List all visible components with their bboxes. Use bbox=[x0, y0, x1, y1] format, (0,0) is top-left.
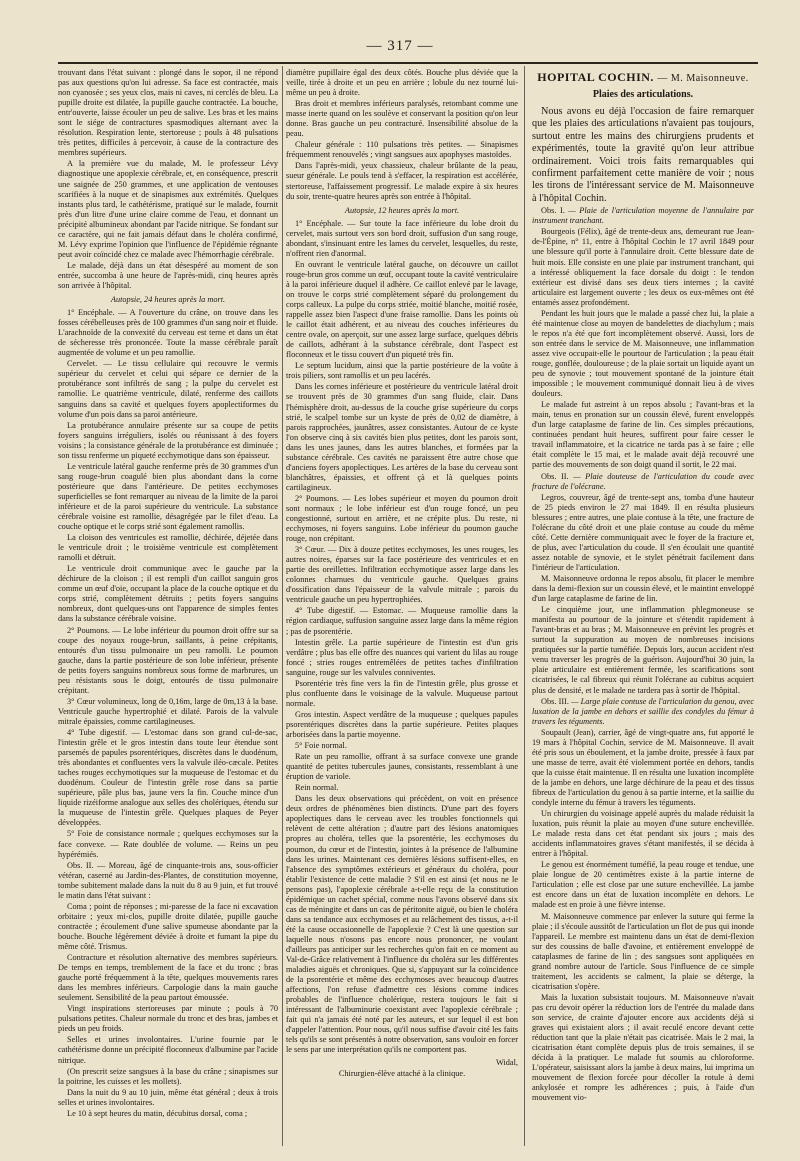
observation-title: — Plaie douteuse de l'articulation du coude avec fracture de l'olécrane. bbox=[532, 471, 754, 491]
paragraph: trouvant dans l'état suivant : plongé dans le sopor, il ne répond pas aux questions qu'on lui adresse. Sa face est contractée, mais non cyanosée ; ses yeux clos, mais ni caves, ni cerclés de bleu. La pupille droite est dilatée, la pupille gauche contractée. La bouche, entr'ouverte, laisse écouler un peu de salive. Les bras et les mains sont le siége de contractures spasmodiques alternant avec la résolution. Respiration lente, stertoreuse ; pouls à 48 pulsations très petites, difficiles à percevoir, à cause de la contracture des membres supérieurs. bbox=[58, 68, 278, 158]
paragraph: Le cinquième jour, une inflammation phlegmoneuse se manifesta au pourtour de la jointure et s'étendit rapidement à l'avant-bras et au bras ; M. Maisonneuve en prévint les progrès et surtout la suppuration au moyen de nombreuses incisions pratiquées sur la partie tuméfiée. Depuis lors, aucun accident n'est venu traverser les progrès de la guérison. Aujourd'hui 30 juin, la plaie articulaire est entièrement fermée, les scarifications sont cicatrisées, le cal fibreux qui réunit l'olécrane au cubitus acquiert plus de densité, et le malade ne tardera pas à sortir de l'hôpital. bbox=[532, 605, 754, 695]
paragraph: Dans les cornes inférieure et postérieure du ventricule latéral droit se trouvent près de 30 grammes d'un sang fluide, clair. Dans l'hémisphère droit, au-dessus de la couche grise supérieure du corps strié, le scalpel tombe sur un kyste de près de 0,02 de diamètre, à parois rapprochées, jaunâtres, assez consistantes. Autour de ce kyste l'on observe cinq à six cavités bien plus petites, dont les parois sont, dans les unes jaunes, dans les autres blanches, et formées par la substance cérébrale. Ces cavités ne paraissent être autre chose que d'anciens foyers apoplectiques. Les artères de la base du cerveau sont blanchâtres, épaissies, et offrent çà et là quelques points cartilagineux. bbox=[286, 382, 518, 492]
paragraph: (On prescrit seize sangsues à la base du crâne ; sinapismes sur la poitrine, les cuisses et les mollets). bbox=[58, 1066, 278, 1086]
page-number: — 317 — bbox=[366, 38, 434, 54]
autopsy-heading: Autopsie, 24 heures après la mort. bbox=[110, 295, 226, 305]
author-signature: Widal, bbox=[495, 1057, 518, 1067]
paragraph: M. Maisonneuve ordonna le repos absolu, fit placer le membre dans la demi-flexion sur un coussin élevé, et le maintint enveloppé d'un large cataplasme de farine de lin. bbox=[532, 573, 754, 604]
paragraph: Obs. II. — Moreau, âgé de cinquante-trois ans, sous-officier vétéran, caserné au Jardin-des-Plantes, de constitution moyenne, tombe subitement malade dans la nuit du 8 au 9 juin, et fut trouvé le matin dans l'état suivant : bbox=[58, 860, 278, 900]
column-left bbox=[58, 68, 278, 1151]
paragraph: Dans la nuit du 9 au 10 juin, même état général ; deux à trois selles et urines involontaires. bbox=[58, 1087, 278, 1107]
column-separator bbox=[524, 66, 525, 1146]
paragraph: Rate un peu ramollie, offrant à sa surface convexe une grande quantité de petites tubercules jaunes, consistants, ressemblant à une éruption de variole. bbox=[286, 752, 518, 782]
paragraph: Le 10 à sept heures du matin, décubitus dorsal, coma ; bbox=[67, 1108, 248, 1118]
observation-label: Obs. I. bbox=[541, 206, 565, 216]
paragraph: Coma ; point de réponses ; mi-paresse de la face ni excavation orbitaire ; yeux mi-clos, pupille droite dilatée, pupille gauche contractée ; écoulement d'une salive spumeuse abondante par la bouche. Bouche légèrement déviée à droite et fumant la pipe du même côté. Trismus. bbox=[58, 901, 278, 951]
paragraph: 2° Poumons. — Les lobes supérieur et moyen du poumon droit sont normaux ; le lobe inférieur est d'un rouge foncé, un peu congestionné, surtout en arrière, et ne crépite plus. Du reste, ni ecchymoses, ni foyers sanguins. Lobe inférieur du poumon gauche rouge, non crépitant. bbox=[286, 493, 518, 544]
observation-heading bbox=[532, 472, 754, 492]
paragraph: Dans les deux observations qui précèdent, on voit en présence deux ordres de phénomènes bien distincts. D'une part des foyers apoplectiques dans le cerveau avec les troubles fonctionnels qui relèvent de cette altération ; d'autre part des lésions anatomiques propres au choléra, telles que la psorentérie, les ecchymoses du poumon, du cœur et de l'intestin, jointes à la présence de l'albumine dans les urines. Maintenant ces dernières lésions suffisent-elles, en l'absence des symptômes extérieurs et généraux du choléra, pour établir l'existence de cette maladie ? S'il en est ainsi (et nous ne le pensons pas), l'apoplexie cérébrale a-t-elle reçu de la constitution épidémique un cachet spécial, comme nous l'avons observé dans six cas de méningite et dans un cas de péritonite aiguë, ou bien le choléra dans sa tendance aux ecchymoses et au relâchement des tissus, a-t-il été la cause occasionnelle de l'apoplexie ? C'est là une question sur laquelle nous n'osons pas encore nous prononcer, ne voulant d'ailleurs pas anticiper sur les recherches qu'on fait en ce moment au Val-de-Grâce relativement à l'influence du choléra sur les différentes maladies aiguës et chroniques. Que si, s'appuyant sur la coïncidence de la psorentérie et même des ecchymoses avec beaucoup d'autres affections, l'on refuse d'admettre ces lésions comme indices probables de l'influence cholérique, restera toujours le fait si intéressant de l'albuminurie coexistant avec l'apoplexie cérébrale ; fait qui n'a jamais été noté par les auteurs, et sur lequel il est bon d'appeler l'attention. Pour nous, qu'il nous suffise d'avoir cité les faits tels qu'ils se sont présentés à notre observation, sans vouloir en forcer le sens par une interprétation qu'ils ne comportent pas. bbox=[286, 794, 518, 1055]
paragraph: La cloison des ventricules est ramollie, déchirée, déjetée dans le ventricule droit ; le troisième ventricule est complètement ramolli et détruit. bbox=[58, 533, 278, 563]
observation-heading bbox=[532, 206, 754, 226]
paragraph: diamètre pupillaire égal des deux côtés. Bouche plus déviée que la veille, tirée à droite et un peu en arrière ; lobule du nez tourné lui-même un peu à droite. bbox=[286, 68, 518, 98]
paragraph: Le ventricule droit communique avec le gauche par la déchirure de la cloison ; il est rempli d'un caillot sanguin gros comme un œuf d'oie, occupant la place de la couche optique et du corps strié, complètement détruits ; petits foyers sanguins nombreux, dont quelques-uns ont l'apparence de simples fentes dans la substance cérébrale voisine. bbox=[58, 564, 278, 624]
article-title: Plaies des articulations. bbox=[592, 89, 694, 100]
paragraph: 3° Cœur. — Dix à douze petites ecchymoses, les unes rouges, les autres noires, éparses sur la face postérieure des ventricules et en partie des oreillettes. Infiltration ecchymotique assez large dans les colonnes charnues du ventricule gauche. Quelques grains d'ossification dans l'épaisseur de la valvule mitrale ; parois du ventricule gauche un peu hypertrophiées. bbox=[286, 545, 518, 605]
paragraph: Le malade fut astreint à un repos absolu ; l'avant-bras et la main, tenus en pronation sur un coussin élevé, furent enveloppés d'un large cataplasme de farine de lin. Ces simples précautions, continuées pendant huit heures, suffirent pour faire cesser le travail inflammatoire, et la cicatrice ne tarda pas à se faire ; elle était complète le 15 mai, et le malade avait déjà recouvré une partie des mouvements de son doigt quand il sortit, le 22 mai. bbox=[532, 400, 754, 470]
hospital-name: HOPITAL COCHIN. bbox=[537, 70, 654, 84]
paragraph: Le septum lucidum, ainsi que la partie postérieure de la voûte à trois piliers, sont ramollis et un peu lacérés. bbox=[286, 361, 518, 381]
paragraph: Chaleur générale : 110 pulsations très petites. — Sinapismes fréquemment renouvelés ; vingt sangsues aux apophyses mastoïdes. bbox=[286, 140, 518, 160]
paragraph: Bourgeois (Félix), âgé de trente-deux ans, demeurant rue Jean-de-l'Épine, n° 11, entre à l'hôpital Cochin le 17 avril 1849 pour une blessure qu'il porte à l'annulaire droit. Cette blessure date de huit mois. Elle consiste en une plaie par instrument tranchant, qui a intéressé obliquement la face dorsale du doigt : le tendon extérieur est divisé dans ses deux tiers internes ; la cavité articulaire est largement ouverte ; les deux os eux-mêmes ont été entamés assez profondément. bbox=[532, 227, 754, 307]
paragraph: A la première vue du malade, M. le professeur Lévy diagnostique une apoplexie cérébrale, et, en conséquence, prescrit une saignée de 250 grammes, et une application de ventouses scarifiées à la nuque et de sinapismes aux extrémités. Quelques instants plus tard, le cathétérisme, pratiqué sur le malade, fournit près d'un litre d'une urine claire comme de l'eau, et donnant un précipité albumineux abondant par l'acide nitrique. Se fondant sur ce caractère, qui ne fait jamais défaut dans le choléra confirmé, M. Lévy exprime l'opinion que l'influence de l'épidémie régnante peut avoir coïncidé chez ce malade avec l'hémorrhagie cérébrale. bbox=[58, 159, 278, 259]
paragraph: 1° Encéphale. — Sur toute la face inférieure du lobe droit du cervelet, mais surtout vers son bord droit, suffusion d'un sang rouge, abondant, s'insinuant entre les lames du cervelet, lesquelles, du reste, n'offrent rien d'anormal. bbox=[286, 218, 518, 258]
paragraph: Rein normal. bbox=[295, 783, 339, 793]
paragraph: 3° Cœur volumineux, long de 0,16m, large de 0m,13 à la base. Ventricule gauche hypertrophié et dilaté. Parois de la valvule mitrale épaissies, comme cartilagineuses. bbox=[58, 696, 278, 726]
observation-label: Obs. II. bbox=[541, 471, 569, 481]
author-role: Chirurgien-élève attaché à la clinique. bbox=[338, 1068, 466, 1078]
paragraph: Legros, couvreur, âgé de trente-sept ans, tomba d'une hauteur de 25 pieds environ le 27 mai 1849. Il en résulta plusieurs blessures ; entre autres, une plaie contuse à la tête, une fracture de l'olécrane du côté droit et une plaie contuse au coude du même côté. Cette dernière communiquait avec le foyer de la fracture et, de plus, avec l'articulation du coude. Il s'en écoulait une quantité assez notable de synovie, et le stylet pénétrait facilement dans l'intérieur de l'articulation. bbox=[532, 492, 754, 572]
paragraph: Soupault (Jean), carrier, âgé de vingt-quatre ans, fut apporté le 19 mars à l'hôpital Cochin, service de M. Maisonneuve. Il avait été pris sous un éboulement, et la jambe droite, pressée à faux par une masse de terre, avait été violemment portée en dehors, tandis que la cuisse était maintenue. Il en résulta une luxation incomplète de la jambe en dehors, une large déchirure de la peau et des tissus fibreux de l'articulation du genou à sa partie interne, et la saillie du condyle interne du fémur à travers les téguments. bbox=[532, 727, 754, 808]
paragraph: Contracture et résolution alternative des membres supérieurs. De temps en temps, tremblement de la face et du tronc ; bras gauche porté fréquemment à la tête, quelques mouvements rares dans les membres inférieurs. Carpologie dans la main gauche seulement. Sensibilité de la peau partout émoussée. bbox=[58, 953, 278, 1003]
page-header bbox=[0, 38, 800, 62]
column-right bbox=[532, 68, 754, 1151]
paragraph: Le malade, déjà dans un état désespéré au moment de son entrée, succomba à une heure de l'après-midi, cinq heures après son arrivée à l'hôpital. bbox=[58, 260, 278, 290]
paragraph: 1° Encéphale. — A l'ouverture du crâne, on trouve dans les fosses cérébelleuses près de 100 grammes d'un sang noir et fluide. L'arachnoïde de la convexité du cerveau est terne et dans un état de sécheresse très prononcée. Toute la masse cérébrale paraît augmentée de volume et un peu ramollie. bbox=[58, 308, 278, 358]
paragraph: 2° Poumons. — Le lobe inférieur du poumon droit offre sur sa coupe des noyaux rouge-brun, saillants, à peine crépitants, entourés d'un tissu pulmonaire un peu ramolli. Le poumon gauche, dans la partie postérieure de son lobe inférieur, présente de petits foyers sanguins nombreux sous forme de marbrures, un peu résistants sous le doigt, entourés de tissu pulmonaire crépitant. bbox=[58, 625, 278, 695]
hospital-heading bbox=[532, 70, 754, 86]
paragraph: 4° Tube digestif. — Estomac. — Muqueuse ramollie dans la région cardiaque, suffusion sanguine assez large dans la même région ; pas de psorentérie. bbox=[286, 606, 518, 636]
hospital-service: — M. Maisonneuve. bbox=[657, 73, 749, 84]
header-rule bbox=[58, 62, 758, 64]
paragraph: Le ventricule latéral gauche renferme près de 30 grammes d'un sang rouge-brun coagulé bien plus abondant dans la corne postérieure que dans l'antérieure. De petites ecchymoses superficielles se font remarquer au niveau de la limite de la paroi inférieure et de la paroi supérieure du ventricule. La substance cérébrale voisine est ramollie, désagrégée par le filet d'eau. La couche optique et le corps strié sont également ramollis. bbox=[58, 461, 278, 532]
paragraph: 5° Foie normal. bbox=[295, 741, 347, 751]
paragraph: Intestin grêle. La partie supérieure de l'intestin est d'un gris verdâtre ; plus bas elle offre des nuances qui varient du lilas au rouge foncé ; stries rouges entremêlées de petites taches d'infiltration sanguine, rouge sur les valvules conniventes. bbox=[286, 637, 518, 677]
paragraph: 4° Tube digestif. — L'estomac dans son grand cul-de-sac, l'intestin grêle et le gros intestin dans toute leur étendue sont parsemés de papules psorentériques, discrètes dans le duodénum, très abondantes et confluentes vers la valvule iléo-cæcale. Petites taches rouges ecchymotiques sur la muqueuse de l'estomac et du duodénum. Couleur de l'intestin grêle rose dans sa partie supérieure, pâle plus bas, jaune vers la fin. Couche mince d'un liquide rizéiforme analogue aux selles des cholériques, étendu sur la muqueuse de l'intestin grêle. Quelques plaques de Peyer développées. bbox=[58, 728, 278, 828]
paragraph: Mais la luxation subsistait toujours. M. Maisonneuve n'avait pas cru devoir opérer la réduction lors de l'entrée du malade dans son service, de crainte d'ajouter encore aux accidents déjà si graves qui existaient alors ; il avait reculé encore devant cette réduction tant que la plaie n'était pas cicatrisée. Mais le 2 mai, la cicatrisation étant complète depuis plus de trois semaines, il se décida à la pratiquer. Le malade fut soumis au chloroforme. L'opérateur, saisissant alors la jambe à deux mains, lui imprima un mouvement de flexion forcée pour décoller la rotule à demi ankylosée et rompre les adhérences ; puis, à l'aide d'un mouvement vio- bbox=[532, 992, 754, 1103]
paragraph: Vingt inspirations stertoreuses par minute ; pouls à 70 pulsations petites. Chaleur normale du tronc et des bras, jambes et pieds un peu froids. bbox=[58, 1004, 278, 1034]
paragraph: Cervelet. — Le tissu cellulaire qui recouvre le vermis supérieur du cervelet et celui qui sépare ce dernier de la protubérance sont infiltrés de sang ; la pulpe du cervelet est ramollie. Le quatrième ventricule, dilaté, renferme des caillots sanguins dans sa cavité et quelques foyers apoplectiformes du volume d'un pois dans sa paroi antérieure. bbox=[58, 359, 278, 419]
paragraph: 5° Foie de consistance normale ; quelques ecchymoses sur la face convexe. — Rate doublée de volume. — Reins un peu hypérémiés. bbox=[58, 829, 278, 859]
paragraph: En ouvrant le ventricule latéral gauche, on découvre un caillot rouge-brun gros comme un œuf, occupant toute la cavité ventriculaire à la paroi inférieure duquel il adhère. Ce caillot enlevé par le lavage, on trouve le corps strié complètement séparé du prolongement du corps calleux. La pulpe du corps striée, moitié blanche, moitié rosée, rappelle assez bien l'aspect d'une fraise ramollie. Dans les points où le caillot était adhérent, et au niveau des couches inférieures du centre ovale, on aperçoit, sur une assez large surface, quelques débris de caillots, adhérant à la substance cérébrale, dont l'aspect est floconneux et le tissu couvert d'un piqueté très fin. bbox=[286, 259, 518, 360]
observation-label: Obs. III. bbox=[541, 696, 569, 706]
paragraph: Selles et urines involontaires. L'urine fournie par le cathétérisme donne un précipité floconneux d'albumine par l'acide nitrique. bbox=[58, 1035, 278, 1065]
paragraph: Le genou est énormément tuméfié, la peau rouge et tendue, une plaie longue de 20 centimètres existe à la partie interne de l'articulation ; elle est close par une suture enchevillée. La jambe est encore dans un état de luxation incomplète en dehors. Le malade est en proie à une fièvre intense. bbox=[532, 860, 754, 910]
paragraph: Dans l'après-midi, yeux chassieux, chaleur brûlante de la peau, sueur générale. Le pouls tend à s'effacer, la respiration est accélérée, stertoreuse, l'affaissement progressif. Le malade expire à six heures du soir, trente-quatre heures après son entrée à l'hôpital. bbox=[286, 161, 518, 201]
column-middle bbox=[286, 68, 518, 1151]
paragraph: Psorentérie très fine vers la fin de l'intestin grêle, plus grosse et plus confluente dans le voisinage de la valvule. Muqueuse partout normale. bbox=[286, 678, 518, 708]
lead-paragraph: Nous avons eu déjà l'occasion de faire remarquer que les plaies des articulations n'avaient pas toujours, surtout entre les mains des chirurgiens prudents et expérimentés, toute la gravité qu'on leur attribue ordinairement. Voici trois faits remarquables qui confirment parfaitement cette manière de voir ; nous les tirons de l'intéressant service de M. Maisonneuve à l'hôpital Cochin. bbox=[532, 106, 754, 204]
autopsy-heading: Autopsie, 12 heures après la mort. bbox=[344, 205, 460, 215]
paragraph: M. Maisonneuve commence par enlever la suture qui ferme la plaie ; il s'écoule aussitôt de l'articulation un flot de pus qui inonde l'appareil. Le membre est maintenu dans un état de demi-flexion sur des coussins de balle d'avoine, et entièrement enveloppé de cataplasmes de farine de lin ; des sangsues sont appliquées en grand nombre autour de l'article. Sous l'influence de ce simple traitement, les accidents se calment, la plaie se déterge, la cicatrisation s'opère. bbox=[532, 911, 754, 991]
paragraph: Un chirurgien du voisinage appelé auprès du malade réduisit la luxation, puis réunit la plaie au moyen d'une suture enchevillée. Le malade resta dans cet état pendant six jours ; mais des accidents inflammatoires graves s'étant manifestés, il se décida à entrer à l'hôpital. bbox=[532, 809, 754, 859]
observation-title: — Plaie de l'articulation moyenne de l'annulaire par instrument tranchant. bbox=[532, 206, 754, 226]
observation-title: — Large plaie contuse de l'articulation du genou, avec luxation de la jambe en dehors et saillie des condyles du fémur à travers les téguments. bbox=[532, 696, 754, 726]
paragraph: Pendant les huit jours que le malade a passé chez lui, la plaie a été maintenue close au moyen de bandelettes de diachylum ; mais le repos n'a été que fort incomplètement observé. Aussi, lors de son entrée dans le service de M. Maisonneuve, une inflammation assez vive occupait-elle le pourtour de l'articulation ; la peau était rouge, gonflée, douloureuse ; de la plaie sortait un liquide ayant un peu de synovie ; tout mouvement spontané de la jointure était impossible ; le mouvement communiqué donnait lieu à de vives douleurs. bbox=[532, 308, 754, 399]
paragraph: Gros intestin. Aspect verdâtre de la muqueuse ; quelques papules psorentériques discrètes dans la partie supérieure. Petites plaques arborisées dans la partie moyenne. bbox=[286, 709, 518, 739]
column-separator bbox=[282, 66, 283, 1146]
observation-heading bbox=[532, 697, 754, 727]
paragraph: La protubérance annulaire présente sur sa coupe de petits foyers sanguins irréguliers, isolés ou réunissant à des foyers voisins ; la consistance générale de la protubérance est diminuée ; son tissu renferme un piqueté ecchymotique dans son épaisseur. bbox=[58, 420, 278, 460]
paragraph: Bras droit et membres inférieurs paralysés, retombant comme une masse inerte quand on les soulève et conservant la position qu'on leur donne. Bras gauche un peu contracturé. Insensibilité absolue de la peau. bbox=[286, 99, 518, 139]
